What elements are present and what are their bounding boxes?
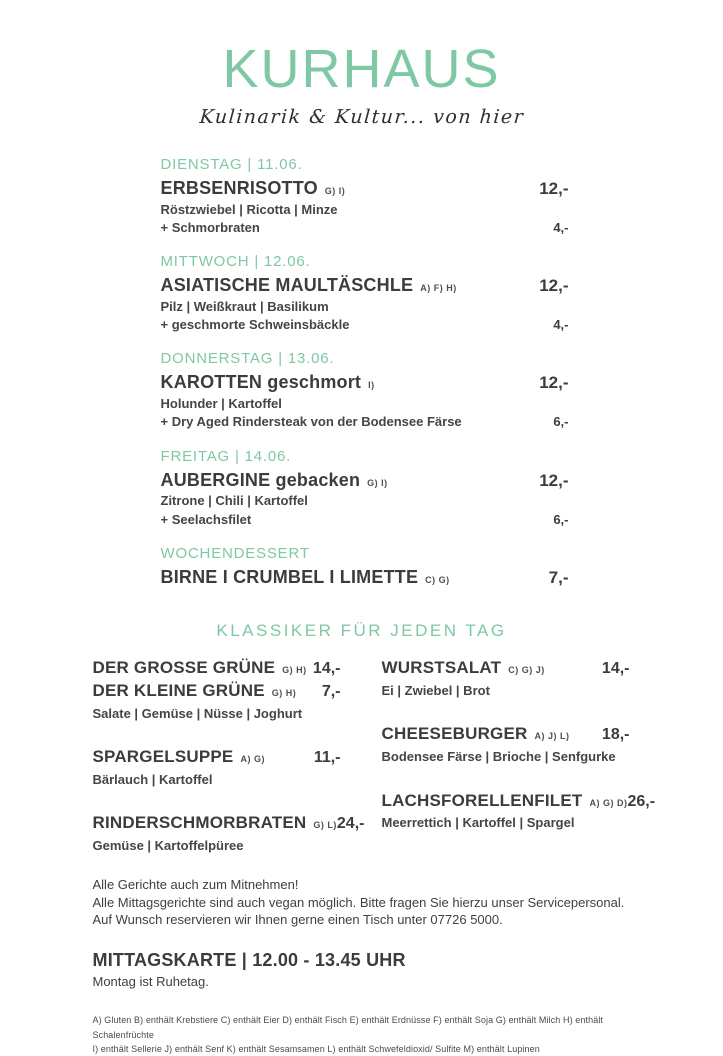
dish-row bbox=[92, 812, 365, 835]
dish-row bbox=[161, 178, 569, 199]
classics-group bbox=[92, 812, 365, 854]
addon-row bbox=[161, 414, 569, 430]
allergen-codes: G) H) bbox=[282, 665, 307, 676]
dish-description: Zitrone | Chili | Kartoffel bbox=[160, 493, 308, 509]
dish-row bbox=[381, 790, 656, 813]
dish-row bbox=[161, 275, 569, 296]
classics-body bbox=[92, 657, 656, 854]
daily-menu bbox=[161, 156, 569, 587]
classics-right-column bbox=[381, 657, 656, 854]
dish-description: Bodensee Färse | Brioche | Senfgurke bbox=[381, 749, 616, 765]
classics-group bbox=[382, 723, 630, 765]
addon-price: 4,- bbox=[553, 317, 569, 333]
menu-page bbox=[1, 0, 723, 1054]
classics-group bbox=[381, 790, 656, 832]
allergen-codes: G) H) bbox=[271, 688, 297, 699]
day-heading: DONNERSTAG | 13.06. bbox=[160, 350, 335, 368]
daily-section-donnerstag bbox=[161, 350, 569, 430]
dish-description: Holunder | Kartoffel bbox=[160, 396, 282, 412]
addon-price: 6,- bbox=[553, 414, 569, 430]
dish-price: 14,- bbox=[312, 660, 341, 678]
dish-name: WURSTSALAT bbox=[381, 658, 502, 678]
dessert-section bbox=[161, 545, 569, 588]
allergen-codes: A) G) bbox=[240, 754, 265, 765]
dish-price: 24,- bbox=[336, 815, 365, 833]
allergen-legend-line1: A) Gluten B) enthält Krebstiere C) enthält Eier D) enthält Fisch E) enthält Erdnüsse F) enthält Soja G) enthält Milch H) enthält Schalenfrüchte bbox=[92, 1015, 604, 1040]
addon-row bbox=[161, 317, 569, 333]
dish-name: BIRNE I CRUMBEL I LIMETTE bbox=[160, 566, 419, 587]
dish-name: ERBSENRISOTTO bbox=[160, 178, 318, 198]
addon-price: 4,- bbox=[553, 219, 569, 235]
addon-name: + Schmorbraten bbox=[160, 219, 260, 235]
allergen-legend bbox=[93, 1013, 653, 1056]
addon-price: 6,- bbox=[553, 511, 569, 527]
addon-row bbox=[161, 512, 569, 528]
allergen-codes: G) I) bbox=[367, 477, 388, 488]
dish-price: 12,- bbox=[539, 373, 569, 393]
dish-name: AUBERGINE gebacken bbox=[160, 469, 361, 490]
dish-description: Meerrettich | Kartoffel | Spargel bbox=[381, 815, 575, 831]
dish-price: 7,- bbox=[548, 567, 569, 587]
dish-price: 12,- bbox=[539, 276, 569, 296]
dish-row bbox=[382, 723, 630, 746]
dish-name: DER KLEINE GRÜNE bbox=[92, 681, 265, 701]
dish-row bbox=[161, 470, 569, 491]
dish-name: DER GROSSE GRÜNE bbox=[92, 658, 276, 678]
dish-row bbox=[93, 657, 341, 680]
classics-section bbox=[1, 621, 723, 854]
allergen-codes: A) G) D) bbox=[589, 797, 628, 808]
restaurant-tagline: Kulinarik & Kultur... von hier bbox=[198, 106, 525, 128]
dish-description: Röstzwiebel | Ricotta | Minze bbox=[160, 201, 338, 217]
allergen-codes: A) J) L) bbox=[534, 731, 570, 742]
classics-group bbox=[93, 657, 341, 722]
addon-name: + Seelachsfilet bbox=[160, 511, 252, 527]
classics-left-column bbox=[92, 657, 365, 854]
dish-row bbox=[93, 680, 341, 703]
dish-price: 12,- bbox=[539, 470, 569, 490]
dish-price: 12,- bbox=[539, 179, 569, 198]
day-heading: FREITAG | 14.06. bbox=[160, 447, 292, 465]
dish-row bbox=[161, 567, 569, 588]
dish-name: RINDERSCHMORBRATEN bbox=[92, 813, 307, 833]
closed-day-note: Montag ist Ruhetag. bbox=[92, 974, 209, 990]
restaurant-name: KURHAUS bbox=[222, 39, 501, 99]
allergen-codes: G) L) bbox=[313, 820, 337, 831]
daily-section-freitag bbox=[161, 448, 569, 528]
allergen-codes: G) I) bbox=[324, 186, 346, 196]
dish-description: Gemüse | Kartoffelpüree bbox=[92, 838, 244, 854]
dish-description: Ei | Zwiebel | Brot bbox=[381, 683, 490, 699]
day-heading: MITTWOCH | 12.06. bbox=[160, 253, 311, 271]
allergen-codes: A) F) H) bbox=[420, 283, 457, 294]
dish-price: 14,- bbox=[601, 660, 630, 678]
dish-description: Bärlauch | Kartoffel bbox=[92, 772, 213, 788]
daily-section-mittwoch bbox=[161, 253, 569, 333]
dish-row bbox=[382, 657, 630, 680]
dish-row bbox=[93, 746, 341, 769]
classics-group bbox=[93, 746, 341, 788]
opening-hours: MITTAGSKARTE | 12.00 - 13.45 UHR bbox=[92, 950, 406, 971]
dish-description: Salate | Gemüse | Nüsse | Joghurt bbox=[92, 706, 303, 722]
reservation-note: Auf Wunsch reservieren wir Ihnen gerne einen Tisch unter 07726 5000. bbox=[92, 911, 503, 927]
dish-row bbox=[161, 372, 569, 393]
vegan-note: Alle Mittagsgerichte sind auch vegan möglich. Bitte fragen Sie hierzu unser Servicepersonal. bbox=[92, 894, 625, 910]
daily-section-dienstag bbox=[161, 156, 569, 236]
day-heading: DIENSTAG | 11.06. bbox=[160, 156, 303, 173]
classics-group bbox=[382, 657, 630, 699]
footer bbox=[93, 876, 653, 1056]
dish-name: CHEESEBURGER bbox=[381, 724, 528, 744]
takeaway-note: Alle Gerichte auch zum Mitnehmen! bbox=[92, 877, 299, 893]
classics-heading: KLASSIKER FÜR JEDEN TAG bbox=[216, 621, 507, 641]
allergen-codes: I) bbox=[368, 380, 375, 391]
dish-description: Pilz | Weißkraut | Basilikum bbox=[160, 298, 329, 314]
header bbox=[1, 0, 723, 128]
dessert-heading: WOCHENDESSERT bbox=[160, 544, 310, 562]
dish-name: ASIATISCHE MAULTÄSCHLE bbox=[160, 275, 414, 296]
dish-price: 18,- bbox=[601, 726, 630, 744]
dish-name: LACHSFORELLENFILET bbox=[381, 790, 583, 810]
dish-price: 26,- bbox=[627, 792, 656, 810]
dish-name: KAROTTEN geschmort bbox=[160, 372, 362, 393]
allergen-codes: C) G) bbox=[425, 574, 450, 585]
dish-name: SPARGELSUPPE bbox=[92, 747, 234, 767]
addon-row bbox=[161, 220, 569, 236]
addon-name: + geschmorte Schweinsbäckle bbox=[160, 317, 350, 333]
allergen-codes: C) G) J) bbox=[508, 665, 545, 676]
dish-price: 7,- bbox=[321, 683, 341, 701]
allergen-legend-line2: I) enthält Sellerie J) enthält Senf K) enthält Sesamsamen L) enthält Schwefeldioxid/ Sulfite M) enthält Lupinen bbox=[92, 1044, 540, 1054]
addon-name: + Dry Aged Rindersteak von der Bodensee Färse bbox=[160, 414, 462, 430]
dish-price: 11,- bbox=[313, 749, 341, 767]
